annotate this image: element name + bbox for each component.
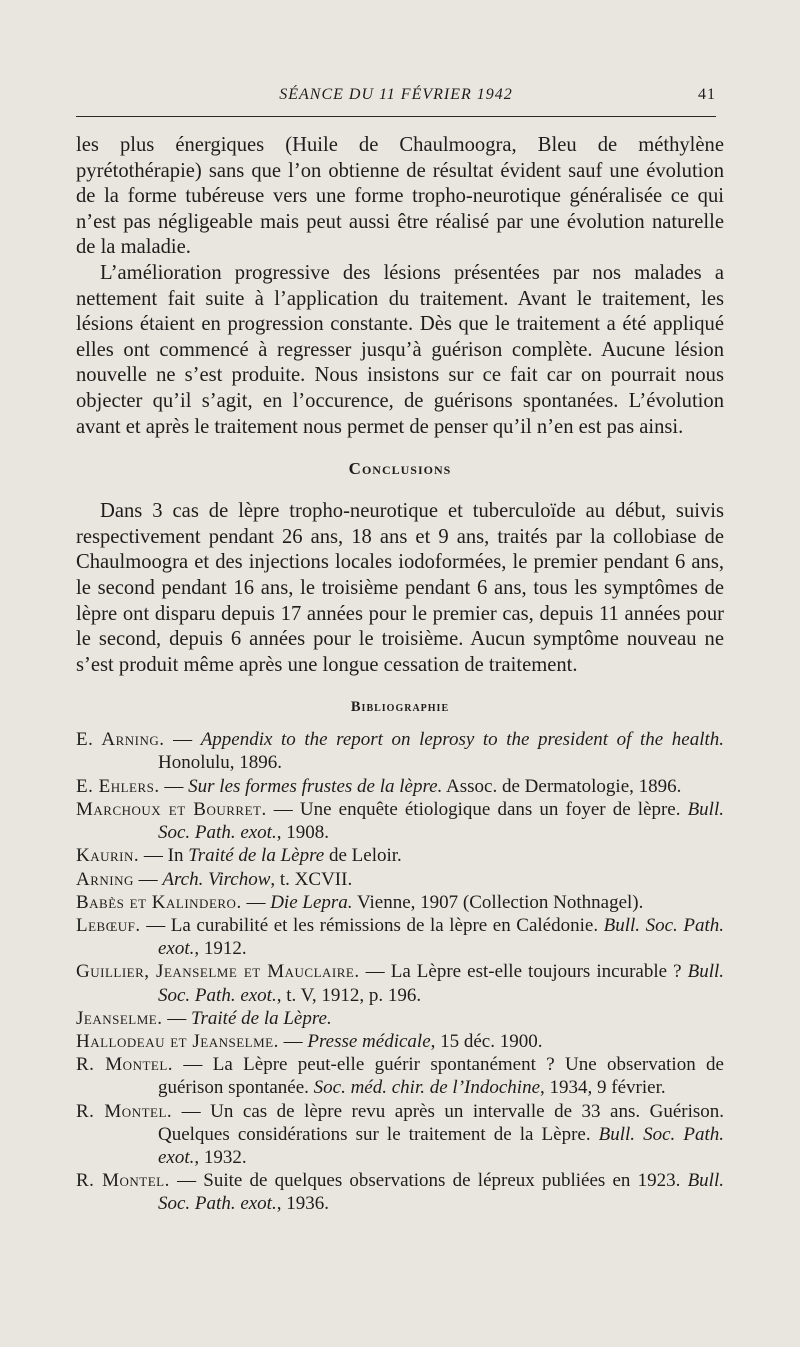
bib-details: , 1936. [276, 1193, 329, 1215]
bib-details: La Lèpre est-elle toujours incurable ? [390, 961, 688, 983]
bib-details: , 1932. [194, 1146, 247, 1168]
bib-journal: Soc. méd. chir. de l’Indochine [313, 1077, 541, 1099]
header-rule [76, 116, 716, 117]
bib-author: R. Montel. [76, 1054, 174, 1076]
bib-separator: — [266, 798, 300, 820]
bibliography-entry [76, 868, 724, 891]
bib-details: , t. V, 1912, p. 196. [276, 984, 422, 1006]
body-text [76, 133, 724, 1216]
bib-title: Sur les formes frustes de la lèpre. [188, 775, 443, 797]
bib-details: In [167, 845, 189, 867]
bib-details: La Lèpre peut-elle guérir spontanément ? Une observation de guérison spontanée. [158, 1054, 724, 1099]
bib-journal: Bull. Soc. Path. exot. [158, 961, 725, 1006]
bib-journal: Traité de la Lèpre [188, 845, 325, 867]
bib-journal: Bull. Soc. Path. exot. [158, 1123, 724, 1168]
bib-journal: Bull. Soc. Path. exot. [158, 798, 724, 844]
bib-details: Un cas de lèpre revu après un intervalle de 33 ans. Guérison. Quelques considérations sur le traitement de la Lèpre. [158, 1100, 725, 1145]
bib-author: Kaurin. [76, 845, 140, 867]
bibliography-entry [76, 775, 724, 798]
bib-details: , 1912. [194, 938, 247, 960]
bib-details: Suite de quelques observations de lépreux publiées en 1923. [203, 1170, 688, 1192]
bib-author: Jeanselme. [76, 1007, 163, 1029]
bib-title: Presse médicale [307, 1030, 431, 1052]
bib-separator: — [139, 845, 168, 867]
bib-author: E. Arning. [76, 729, 165, 751]
bib-separator: — [133, 868, 163, 890]
bib-separator: — [241, 891, 271, 913]
bib-title: Die Lepra. [270, 891, 353, 913]
bib-author: R. Montel. [76, 1100, 173, 1122]
bibliography-entry [76, 914, 724, 960]
bibliography-entry [76, 728, 724, 774]
bibliography-entry [76, 1030, 724, 1053]
bib-details: Assoc. de Dermatologie, 1896. [442, 775, 682, 797]
bib-journal: Bull. Soc. Path. exot. [158, 1170, 724, 1215]
bib-author: Lebœuf. [76, 914, 141, 936]
bib-details: Honolulu, 1896. [158, 752, 283, 774]
bib-details: , t. XCVII. [270, 868, 353, 890]
bib-separator: — [173, 1054, 213, 1076]
bib-separator: — [359, 961, 391, 983]
bibliography-entry [76, 1007, 724, 1030]
page-number: 41 [698, 86, 716, 103]
bib-author: Marchoux et Bourret. [76, 798, 267, 820]
bib-separator: — [164, 729, 201, 751]
paragraph-amelioration: L’amélioration progressive des lésions présentées par nos malades a nettement fait suite à l’application du traitement. Avant le traitement, les lésions étaient en progression constante. Dès que le traitement a été appliqué elles ont commencé à regresser jusqu’à guérison complète. Aucune lésion nouvelle ne s’est produite. Nous insistons sur ce fait car on pourrait nous objecter qu’il s’agit, en l’occurence, de guérisons spontanées. L’évolution avant et après le traitement nous permet de penser qu’il n’en est pas ainsi. [76, 261, 724, 438]
bibliography-list [76, 728, 724, 1215]
bib-separator: — [172, 1100, 211, 1122]
bib-details: , 15 déc. 1900. [430, 1030, 543, 1052]
bib-separator: — [169, 1170, 204, 1192]
bib-details: , 1934, 9 février. [540, 1077, 666, 1099]
bib-separator: — [162, 1007, 191, 1029]
bib-author: Arning [76, 868, 134, 890]
bibliography-entry [76, 798, 724, 844]
running-title: SÉANCE DU 11 FÉVRIER 1942 [279, 86, 513, 103]
bib-separator: — [278, 1030, 308, 1052]
conclusions-heading: Conclusions [348, 459, 452, 479]
bib-separator: — [140, 914, 171, 936]
bibliography-entry [76, 891, 724, 914]
bibliography-entry [76, 1169, 724, 1215]
bib-separator: — [159, 775, 189, 797]
bib-title: Appendix to the report on leprosy to the president of the health. [200, 729, 725, 751]
conclusions-text: Dans 3 cas de lèpre tropho-neurotique et tuberculoïde au début, suivis respectivement pendant 26 ans, 18 ans et 9 ans, traités par la collobiase de Chaulmoogra et des injections locales iodoformées, le premier pendant 6 ans, le second pendant 16 ans, le troisième pendant 6 ans, tous les symptômes de lèpre ont disparu depuis 17 années pour le premier cas, depuis 11 années pour le second, depuis 6 années pour le troisième. Aucun symptôme nouveau ne s’est produit même après une longue cessation de traitement. [76, 500, 724, 676]
bib-title: Arch. Virchow [162, 868, 271, 890]
bib-author: Babès et Kalindero. [76, 891, 242, 913]
bib-author: Hallodeau et Jeanselme. [76, 1030, 279, 1052]
bib-author: R. Montel. [76, 1170, 170, 1192]
bibliography-heading: Bibliographie [350, 699, 450, 716]
bib-details: de Leloir. [324, 845, 402, 867]
bib-journal: Bull. Soc. Path. exot. [158, 914, 724, 960]
bibliography-entry [76, 1053, 724, 1099]
bib-details: Une enquête étiologique dans un foyer de lèpre. [299, 798, 688, 820]
bib-details: La curabilité et les rémissions de la lèpre en Calédonie. [170, 914, 604, 936]
paragraph-continued: les plus énergiques (Huile de Chaulmoogra, Bleu de méthylène pyrétothérapie) sans que l’on obtienne de résultat évident sauf une évolution de la forme tubéreuse vers une forme tropho-neurotique généralisée ce qui n’est pas négligeable mais peut aussi être réalisé par une évolution naturelle de la maladie. [76, 134, 724, 259]
bibliography-entry [76, 844, 724, 867]
bib-title: Traité de la Lèpre. [190, 1007, 332, 1029]
bib-details: , 1908. [276, 822, 329, 844]
bibliography-entry [76, 960, 724, 1006]
bib-details: Vienne, 1907 (Collection Nothnagel). [352, 891, 644, 913]
bib-author: Guillier, Jeanselme et Mauclaire. [76, 961, 360, 983]
bibliography-entry [76, 1100, 724, 1170]
bib-author: E. Ehlers. [76, 775, 160, 797]
